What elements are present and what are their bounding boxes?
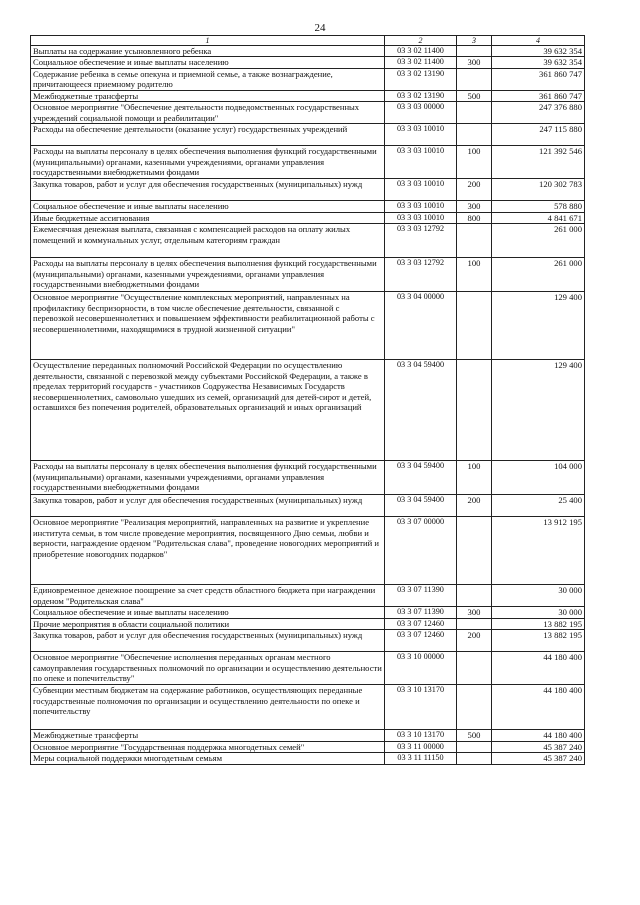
- row-amount: 30 000: [492, 585, 585, 607]
- column-header: 2: [385, 36, 457, 46]
- row-code: 03 3 03 10010: [385, 179, 457, 201]
- row-name: Расходы на выплаты персоналу в целях обеспечения выполнения функций государственными (муниципальными) органами, казенными учреждениями, органами управления государственными внебюджетными фондами: [31, 258, 385, 292]
- row-amount: 4 841 671: [492, 212, 585, 223]
- row-expense-type: [457, 360, 492, 461]
- table-row: [31, 517, 585, 585]
- table-row: [31, 179, 585, 201]
- row-name: Иные бюджетные ассигнования: [31, 212, 385, 223]
- column-number-row: [31, 36, 585, 46]
- table-row: [31, 258, 585, 292]
- row-expense-type: [457, 585, 492, 607]
- row-code: 03 3 03 00000: [385, 102, 457, 124]
- row-expense-type: [457, 741, 492, 752]
- table-row: [31, 201, 585, 212]
- row-code: 03 3 07 12460: [385, 618, 457, 629]
- row-expense-type: [457, 652, 492, 685]
- row-expense-type: 500: [457, 90, 492, 101]
- row-name: Основное мероприятие "Реализация мероприятий, направленных на развитие и укрепление института семьи, в том числе проведение мероприятия, посвященного Дню семьи, любви и верности, награждение орденом "Родительская слава", проведение новогодних мероприятий и приобретение новогодних подарков": [31, 517, 385, 585]
- row-code: 03 3 03 12792: [385, 258, 457, 292]
- row-name: Расходы на выплаты персоналу в целях обеспечения выполнения функций государственными (муниципальными) органами, казенными учреждениями, органами управления государственными внебюджетными фондами: [31, 461, 385, 495]
- row-amount: 261 000: [492, 224, 585, 258]
- table-row: [31, 224, 585, 258]
- table-row: [31, 685, 585, 730]
- row-expense-type: [457, 517, 492, 585]
- row-expense-type: 300: [457, 607, 492, 618]
- row-name: Основное мероприятие "Осуществление комплексных мероприятий, направленных на профилактику беспризорности, в том числе обеспечение деятельности, связанной с перевозкой несовершеннолетних и повышением эффективности реабилитационной работы с несовершеннолетними, находящимися в трудной жизненной ситуации": [31, 292, 385, 360]
- row-code: 03 3 10 13170: [385, 730, 457, 741]
- row-code: 03 3 03 10010: [385, 201, 457, 212]
- row-amount: 247 376 880: [492, 102, 585, 124]
- row-expense-type: [457, 102, 492, 124]
- row-code: 03 3 10 13170: [385, 685, 457, 730]
- table-row: [31, 57, 585, 68]
- row-code: 03 3 03 10010: [385, 124, 457, 146]
- row-expense-type: 100: [457, 258, 492, 292]
- row-name: Расходы на обеспечение деятельности (оказание услуг) государственных учреждений: [31, 124, 385, 146]
- row-amount: 13 912 195: [492, 517, 585, 585]
- row-expense-type: [457, 618, 492, 629]
- row-code: 03 3 04 00000: [385, 292, 457, 360]
- table-row: [31, 46, 585, 57]
- row-name: Основное мероприятие "Обеспечение деятельности подведомственных государственных учреждений социальной помощи и реабилитации": [31, 102, 385, 124]
- table-row: [31, 90, 585, 101]
- row-name: Содержание ребенка в семье опекуна и приемной семье, а также вознаграждение, причитающееся приемному родителю: [31, 68, 385, 90]
- row-code: 03 3 11 11150: [385, 753, 457, 765]
- row-name: Меры социальной поддержки многодетным семьям: [31, 753, 385, 765]
- row-amount: 121 392 546: [492, 146, 585, 179]
- row-code: 03 3 10 00000: [385, 652, 457, 685]
- table-row: [31, 607, 585, 618]
- row-amount: 261 000: [492, 258, 585, 292]
- row-expense-type: 200: [457, 630, 492, 652]
- row-name: Единовременное денежное поощрение за счет средств областного бюджета при награждении орденом "Родительская слава": [31, 585, 385, 607]
- row-amount: 44 180 400: [492, 685, 585, 730]
- budget-table: [30, 35, 585, 765]
- table-row: [31, 461, 585, 495]
- row-expense-type: 800: [457, 212, 492, 223]
- column-header: 3: [457, 36, 492, 46]
- row-amount: 13 882 195: [492, 618, 585, 629]
- table-row: [31, 292, 585, 360]
- row-amount: 44 180 400: [492, 730, 585, 741]
- table-row: [31, 618, 585, 629]
- row-expense-type: 300: [457, 201, 492, 212]
- row-amount: 45 387 240: [492, 753, 585, 765]
- table-row: [31, 495, 585, 517]
- row-name: Ежемесячная денежная выплата, связанная с компенсацией расходов на оплату жилых помещений и коммунальных услуг, отдельным категориям граждан: [31, 224, 385, 258]
- row-name: Межбюджетные трансферты: [31, 90, 385, 101]
- row-name: Прочие мероприятия в области социальной политики: [31, 618, 385, 629]
- row-code: 03 3 07 00000: [385, 517, 457, 585]
- table-row: [31, 730, 585, 741]
- page-number: 24: [314, 22, 326, 34]
- row-amount: 129 400: [492, 360, 585, 461]
- row-expense-type: [457, 685, 492, 730]
- row-expense-type: [457, 124, 492, 146]
- row-amount: 247 115 880: [492, 124, 585, 146]
- row-expense-type: 500: [457, 730, 492, 741]
- table-row: [31, 102, 585, 124]
- column-header: 1: [31, 36, 385, 46]
- row-name: Социальное обеспечение и иные выплаты населению: [31, 201, 385, 212]
- row-amount: 39 632 354: [492, 46, 585, 57]
- row-name: Закупка товаров, работ и услуг для обеспечения государственных (муниципальных) нужд: [31, 179, 385, 201]
- row-name: Закупка товаров, работ и услуг для обеспечения государственных (муниципальных) нужд: [31, 630, 385, 652]
- table-row: [31, 585, 585, 607]
- row-name: Основное мероприятие "Государственная поддержка многодетных семей": [31, 741, 385, 752]
- row-amount: 39 632 354: [492, 57, 585, 68]
- row-expense-type: [457, 68, 492, 90]
- row-name: Социальное обеспечение и иные выплаты населению: [31, 607, 385, 618]
- row-code: 03 3 04 59400: [385, 495, 457, 517]
- table-row: [31, 360, 585, 461]
- row-amount: 578 880: [492, 201, 585, 212]
- table-row: [31, 741, 585, 752]
- row-amount: 25 400: [492, 495, 585, 517]
- row-amount: 120 302 783: [492, 179, 585, 201]
- row-code: 03 3 02 11400: [385, 46, 457, 57]
- table-row: [31, 753, 585, 765]
- row-expense-type: [457, 224, 492, 258]
- row-expense-type: 200: [457, 179, 492, 201]
- row-code: 03 3 07 11390: [385, 585, 457, 607]
- row-expense-type: 100: [457, 146, 492, 179]
- row-amount: 361 860 747: [492, 90, 585, 101]
- row-expense-type: [457, 753, 492, 765]
- row-amount: 13 882 195: [492, 630, 585, 652]
- row-name: Основное мероприятие "Обеспечение исполнения переданных органам местного самоуправления государственных полномочий по организации и осуществлению деятельности по опеке и попечительству": [31, 652, 385, 685]
- row-expense-type: [457, 46, 492, 57]
- row-expense-type: 300: [457, 57, 492, 68]
- table-row: [31, 124, 585, 146]
- row-amount: 44 180 400: [492, 652, 585, 685]
- row-expense-type: [457, 292, 492, 360]
- row-amount: 104 000: [492, 461, 585, 495]
- row-code: 03 3 03 10010: [385, 146, 457, 179]
- table-row: [31, 652, 585, 685]
- row-code: 03 3 07 11390: [385, 607, 457, 618]
- row-expense-type: 100: [457, 461, 492, 495]
- row-name: Осуществление переданных полномочий Российской Федерации по осуществлению деятельности, связанной с перевозкой между субъектами Российской Федерации, а также в пределах территорий государств - участников Содружества Независимых Государств несовершеннолетних, самовольно ушедших из семей, организаций для детей-сирот и детей, оставшихся без попечения родителей, образовательных организаций и иных организаций: [31, 360, 385, 461]
- row-amount: 129 400: [492, 292, 585, 360]
- column-header: 4: [492, 36, 585, 46]
- row-amount: 361 860 747: [492, 68, 585, 90]
- row-code: 03 3 04 59400: [385, 461, 457, 495]
- row-name: Выплаты на содержание усыновленного ребенка: [31, 46, 385, 57]
- row-code: 03 3 03 10010: [385, 212, 457, 223]
- table-row: [31, 630, 585, 652]
- table-row: [31, 212, 585, 223]
- row-code: 03 3 02 11400: [385, 57, 457, 68]
- row-code: 03 3 02 13190: [385, 68, 457, 90]
- row-code: 03 3 02 13190: [385, 90, 457, 101]
- row-expense-type: 200: [457, 495, 492, 517]
- row-name: Закупка товаров, работ и услуг для обеспечения государственных (муниципальных) нужд: [31, 495, 385, 517]
- row-code: 03 3 04 59400: [385, 360, 457, 461]
- row-name: Социальное обеспечение и иные выплаты населению: [31, 57, 385, 68]
- row-amount: 30 000: [492, 607, 585, 618]
- row-code: 03 3 07 12460: [385, 630, 457, 652]
- row-code: 03 3 03 12792: [385, 224, 457, 258]
- row-amount: 45 387 240: [492, 741, 585, 752]
- row-name: Межбюджетные трансферты: [31, 730, 385, 741]
- row-name: Расходы на выплаты персоналу в целях обеспечения выполнения функций государственными (муниципальными) органами, казенными учреждениями, органами управления государственными внебюджетными фондами: [31, 146, 385, 179]
- row-name: Субвенции местным бюджетам на содержание работников, осуществляющих переданные государственные полномочия по организации и осуществлению деятельности по опеке и попечительству: [31, 685, 385, 730]
- table-row: [31, 146, 585, 179]
- row-code: 03 3 11 00000: [385, 741, 457, 752]
- table-row: [31, 68, 585, 90]
